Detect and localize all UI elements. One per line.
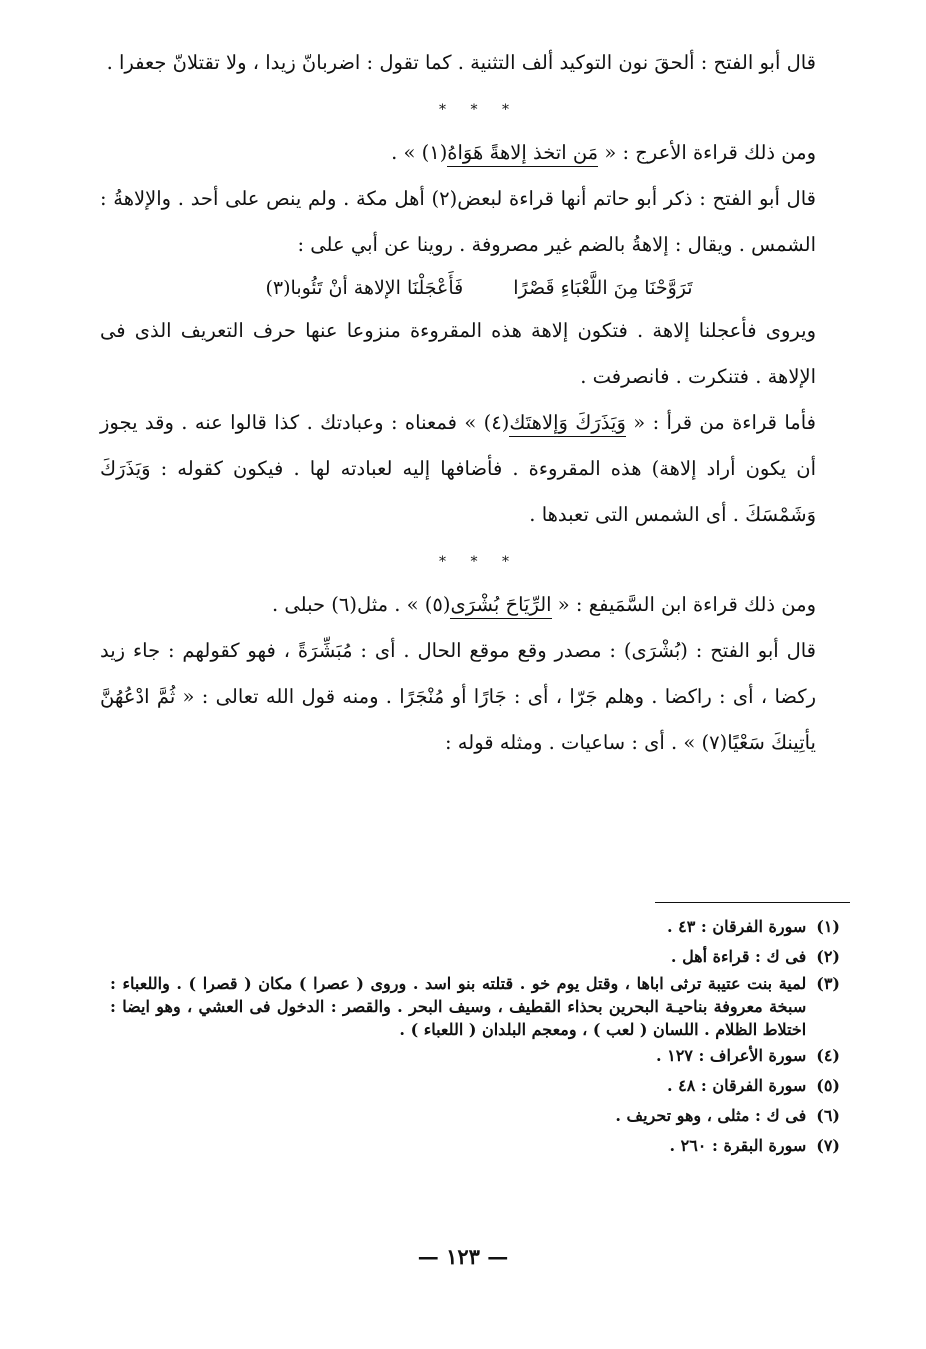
poem-hemistich-first: تَرَوَّحْنَا مِنَ اللَّعْبَاءِ قَصْرًا <box>513 277 693 299</box>
footnote <box>110 942 840 972</box>
section-separator: * * * <box>439 554 519 570</box>
footnote-text: سورة الفرقان : ٤٣ . <box>667 917 807 936</box>
footnote-number: (٦) <box>816 1106 840 1125</box>
paragraph-1: قال أبو الفتح : ألحقَ نون التوكيد ألف التثنية . كما تقول : اضربانّ زيدا ، ولا تقتلانّ جعفرا . <box>106 51 816 74</box>
poem-hemistich-second: فَأَعْجَلْنَا الإلاهة أنْ تَئُوبا(٣) <box>265 277 464 299</box>
paragraph-5-lead: فأما قراءة من قرأ : « <box>625 411 816 434</box>
footnote-text: فى ك : مثلى ، وهو تحريف . <box>615 1106 807 1125</box>
footnote-number: (٤) <box>816 1046 840 1065</box>
section-separator: * * * <box>439 102 519 118</box>
footnotes <box>110 912 840 1161</box>
footnote <box>110 1131 840 1161</box>
footnote-text: لمية بنت عتيبة ترثى اباها ، وقتل يوم خو . قتلته بنو اسد . وروى ( عصرا ) مكان ( قصرا ) . واللعباء : سبخة معروفة بناحيـة البحرين بحذاء القطيف ، وسيف البحر . والقصر : الدخول فى العشي ، وهو ايضا : اختلاط الظلام . اللسان ( لعب ) ، ومعجم البلدان ( اللعباء ) . <box>110 974 807 1039</box>
page-number: — ١٢٣ — <box>417 1244 509 1269</box>
paragraph-6-lead: ومن ذلك قراءة ابن السَّمَيفع : « <box>551 593 816 616</box>
main-text <box>100 40 858 766</box>
paragraph-3: قال أبو الفتح : ذكر أبو حاتم أنها قراءة لبعض(٢) أهل مكة . ولم ينص على أحد . والإلاهةُ : الشمس . ويقال : إلاهةُ بالضم غير مصروفة . روينا عن أبي على : <box>100 187 816 256</box>
footnote-divider <box>655 902 850 903</box>
footnote-number: (٥) <box>816 1076 840 1095</box>
paragraph-4: ويروى فأعجلنا إلاهة . فتكون إلاهة هذه المقروءة منزوعا عنها حرف التعريف الذى فى الإلاهة . فتنكرت . فانصرفت . <box>100 319 816 388</box>
paragraph-2 <box>100 130 858 176</box>
footnote <box>110 1101 840 1131</box>
footnote <box>110 1041 840 1071</box>
quranic-reading: الرِّيَاحَ بُشْرَى <box>450 593 551 619</box>
poem-verse <box>100 268 858 308</box>
footnote <box>110 912 840 942</box>
footnote-text: سورة البقرة : ٢٦٠ . <box>669 1136 807 1155</box>
quranic-reading: مَن اتخذ إلاهةً هَوَاهُ <box>447 141 598 167</box>
paragraph-2-tail: (١) » . <box>391 141 448 164</box>
paragraph-2-lead: ومن ذلك قراءة الأعرج : « <box>598 141 816 164</box>
footnote-text: فى ك : قراءة أهل . <box>670 947 807 966</box>
footnote-text: سورة الفرقان : ٤٨ . <box>667 1076 807 1095</box>
paragraph-6-tail: (٥) » . مثل(٦) حبلى . <box>272 593 451 616</box>
footnote-number: (٣) <box>816 974 840 993</box>
footnote-number: (٢) <box>816 947 840 966</box>
footnote <box>110 1071 840 1101</box>
quranic-reading: وَيَذَرَكَ وَإلاهتَك <box>509 411 626 437</box>
footnote <box>110 972 840 1041</box>
paragraph-5-tail: (٤) » فمعناه : وعبادتك . كذا قالوا عنه . وقد يجوز أن يكون أراد إلاهة) هذه المقروءة . فأضافها إليه لعبادته لها . فيكون كقوله : وَيَذَرَكَ وَشَمْسَكَ . أى الشمس التى تعبدها . <box>100 411 816 526</box>
footnote-number: (١) <box>816 917 840 936</box>
footnote-number: (٧) <box>816 1136 840 1155</box>
paragraph-5 <box>100 400 858 538</box>
paragraph-7: قال أبو الفتح : (بُشْرَى) : مصدر وقع موقع الحال . أى : مُبَشِّرَةً ، فهو كقولهم : جاء زيد ركضا ، أى : راكضا . وهلم جَرّا ، أى : جَارًا أو مُنْجَرًا . ومنه قول الله تعالى : « ثُمَّ ادْعُهُنَّ يأتِينكَ سَعْيًا(٧) » . أى : ساعيات . ومثله قوله : <box>100 639 816 754</box>
paragraph-6 <box>100 582 858 628</box>
footnote-text: سورة الأعراف : ١٢٧ . <box>655 1046 807 1065</box>
